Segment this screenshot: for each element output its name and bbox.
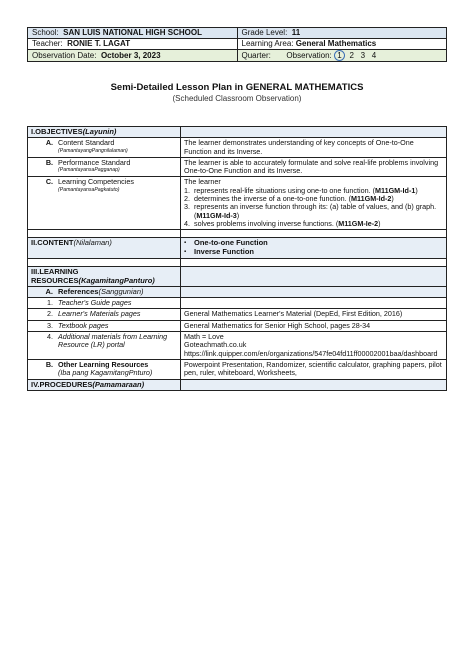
resources-heading-row [28,267,447,287]
objectives-heading-row [28,127,447,138]
competency-item: 1. represents real-life situations using one-to one function. (M11GM-Id-1) [184,185,418,195]
observation-option: 2 [349,51,354,60]
teacher-label: Teacher: [32,39,63,48]
content-standard-row: A. Content Standard (PamantayangPangnilalaman) The learner demonstrates understanding of key concepts of One-to-One Function and its Inverse. [28,138,447,158]
content-heading-row [28,238,447,259]
learning-competencies-row: C. Learning Competencies (PamantayansaPagkatuto) The learner 1. represents real-life situations using one-to one function. (M11GM-Id-1) 2. determines the inverse of a one-to-one function. (M11GM-Id-2) 3. represents an inverse function through its: (a) table of values, and (b) graph. (M11GM-Id-3) 4. solves problems involving inverse functions. (M11GM-Ie-2) [28,177,447,230]
objectives-heading: I.OBJECTIVES [31,127,83,136]
area-cell [237,39,447,50]
observation-option: 3 [360,51,366,60]
document-title: Semi-Detailed Lesson Plan in GENERAL MATHEMATICS [110,82,364,93]
reference-item-row: 2. Learner's Materials pages General Mathematics Learner's Material (DepEd, First Edition, 2016) [28,309,447,320]
resources-heading-fil: (KagamitangPanturo) [78,275,155,285]
reference-item-row: 3. Textbook pages General Mathematics for Senior High School, pages 28-34 [28,320,447,331]
reference-label: Additional materials from Learning Resource (LR) portal [58,332,168,350]
date-cell [28,50,238,62]
learning-competencies-label: Learning Competencies [58,177,134,187]
competency-intro: The learner [184,177,221,187]
grade-value: 11 [291,28,301,37]
reference-label: Learner's Materials pages [58,309,141,319]
content-item: ▪ One-to-one Function [184,238,268,248]
teacher-value: RONIE T. LAGAT [67,39,131,48]
area-value: General Mathematics [295,39,377,48]
objectives-heading-fil: (Layunin) [82,127,117,136]
performance-standard-label: Performance Standard [58,157,131,167]
reference-value: General Mathematics for Senior High School, pages 28-34 [181,320,447,331]
observation-label: Observation: [286,51,332,60]
grade-cell [237,28,447,39]
observation-option: 4 [371,51,377,60]
content-standard-text: The learner demonstrates understanding of key concepts of One-to-One Function and its Inverse. [181,138,447,158]
references-row: A. References(Sanggunian) [28,286,447,297]
references-label: References [58,286,99,296]
document-subtitle: (Scheduled Classroom Observation) [172,94,302,103]
school-value: SAN LUIS NATIONAL HIGH SCHOOL [63,28,202,37]
lesson-plan-table [27,126,447,391]
school-label: School: [32,28,59,37]
other-resources-row: B. Other Learning Resources (Iba pang KagamitangPnturo) Powerpoint Presentation, Randomizer, scientific calculator, graphing papers, pilot pen, ruler, whiteboard, Worksheets, [28,359,447,379]
content-heading: II.CONTENT [31,238,74,248]
content-standard-label: Content Standard [58,138,115,148]
header-table [27,27,447,62]
reference-label: Textbook pages [58,320,109,330]
reference-item-row: 1. Teacher's Guide pages [28,298,447,309]
school-cell [28,28,238,39]
reference-value [181,298,447,309]
performance-standard-row: B. Performance Standard (PamantayansaPagganap) The learner is able to accurately formulate and solve real-life problems involving One-to-One Function and its Inverse. [28,157,447,177]
date-label: Observation Date: [32,50,97,60]
procedures-heading-fil: (Pamamaraan) [92,379,145,389]
content-heading-fil: (Nilalaman) [73,238,112,248]
procedures-heading: IV.PROCEDURES [31,379,93,389]
competency-item: 3. represents an inverse function through its: (a) table of values, and (b) graph. (M11GM-Id-3) [184,202,437,220]
reference-value: Math = Love Goteachmath.co.uk https://link.quipper.com/en/organizations/547fe04fd11ff00002001baa/dashboard [181,332,447,360]
procedures-heading-row [28,379,447,390]
grade-label: Grade Level: [241,28,288,37]
reference-label: Teacher's Guide pages [58,298,132,308]
content-item: ▪ Inverse Function [184,246,255,256]
quarter-cell [237,50,447,62]
date-value: October 3, 2023 [100,50,161,60]
quarter-label: Quarter: [241,51,271,60]
area-label: Learning Area: [241,39,294,48]
teacher-cell [28,39,238,50]
observation-option-selected: 1 [334,50,345,61]
reference-value: General Mathematics Learner's Material (DepEd, First Edition, 2016) [181,309,447,320]
reference-item-row: 4. Additional materials from Learning Resource (LR) portal Math = Love Goteachmath.co.uk https://link.quipper.com/en/organizations/547fe04fd11ff00002001baa/dashboard [28,332,447,360]
other-resources-label: Other Learning Resources [58,359,149,369]
other-resources-text: Powerpoint Presentation, Randomizer, scientific calculator, graphing papers, pilot pen, ruler, whiteboard, Worksheets, [181,359,447,379]
competency-item: 2. determines the inverse of a one-to-one function. (M11GM-Id-2) [184,194,394,204]
competency-item: 4. solves problems involving inverse functions. (M11GM-Ie-2) [184,218,381,228]
resources-heading: III.LEARNING RESOURCES [31,267,79,285]
performance-standard-text: The learner is able to accurately formulate and solve real-life problems involving One-to-One Function and its Inverse. [181,157,447,177]
